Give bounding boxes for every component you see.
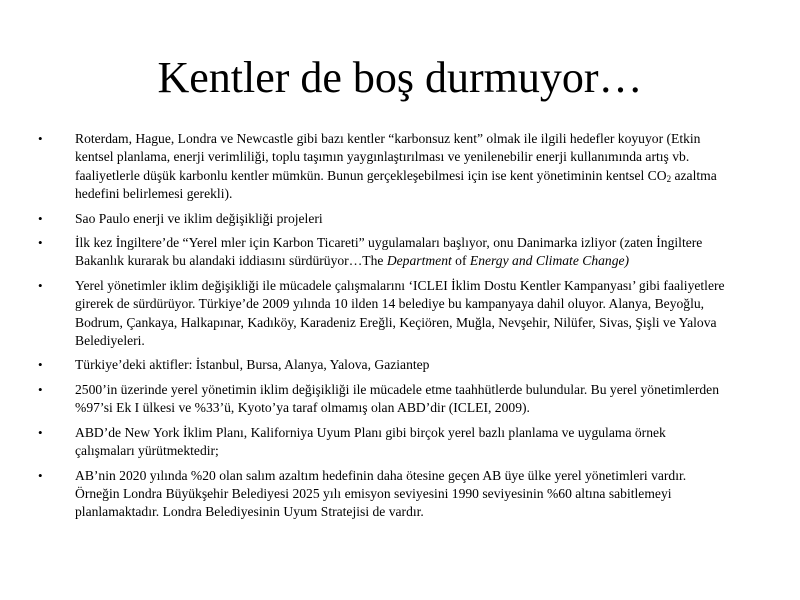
bullet-list (38, 130, 728, 528)
bullet-icon: • (38, 381, 43, 397)
bullet-text: ABD’de New York İklim Planı, Kaliforniya Uyum Planı gibi birçok yerel bazlı planlama ve uygulama örnek çalışmaları yürütmektedir; (75, 424, 666, 459)
slide-title: Kentler de boş durmuyor… (157, 53, 643, 102)
department-italic: Department (386, 253, 452, 269)
bullet-text (75, 235, 702, 268)
bullet-text-part: of (451, 253, 470, 269)
energy-climate-italic: Energy and Climate Change) (469, 253, 630, 269)
bullet-text: Yerel yönetimler iklim değişikliği ile mücadele çalışmalarını ‘ICLEI İklim Dostu Kentler Kampanyası’ gibi faaliyetlere girerek de sürdürüyor. Türkiye’de 2009 yılında 10 ilden 14 belediye bu kampanyaya dahil oluyor. Alanya, Beyoğlu, Bodrum, Çankaya, Halkapınar, Kadıköy, Karadeniz Ereğli, Keçiören, Muğla, Nevşehir, Nilüfer, Sivas, Şişli ve Yalova Belediyeleri. (75, 277, 725, 349)
bullet-icon: • (38, 424, 43, 440)
bullet-item-turkey-actives (38, 356, 728, 374)
bullet-text-part: İlk kez İngiltere’de “Yerel mler için Karbon Ticareti” uygulamaları başlıyor, onu Danimarka izliyor (zaten İngiltere Bakanlık kurarak bu alandaki iddiasını sürdürüyor…The (75, 235, 703, 269)
bullet-text: Türkiye’deki aktifler: İstanbul, Bursa, Alanya, Yalova, Gaziantep (75, 357, 430, 373)
bullet-item-england-carbon-trading (38, 234, 728, 271)
bullet-icon: • (38, 277, 43, 293)
bullet-text: Sao Paulo enerji ve iklim değişikliği projeleri (75, 210, 323, 226)
bullet-text-part: Roterdam, Hague, Londra ve Newcastle gibi bazı kentler “karbonsuz kent” olmak ile ilgili hedefler koyuyor (Etkin kentsel planlama, enerji verimliliği, toplu taşımın yaygınlaştırılması ve yenilenebilir enerji kullanımında artış vb. faaliyetlerle düşük karbonlu kentler mümkün. Bunun gerçekleşebilmesi için ise kent yönetiminin kentsel CO (75, 131, 701, 183)
bullet-icon: • (38, 357, 43, 373)
bullet-text: AB’nin 2020 yılında %20 olan salım azaltım hedefinin daha ötesine geçen AB üye ülke yerel yönetimleri vardır. Örneğin Londra Büyükşehir Belediyesi 2025 yılı emisyon seviyesini 1990 seviyesinin %60 altına sabitlemeyi planlamaktadır. Londra Belediyesinin Uyum Stratejisi de vardır. (75, 467, 687, 520)
bullet-item-eu-targets (38, 467, 728, 522)
bullet-item-carbon-free-cities (38, 130, 728, 204)
bullet-item-iclei-campaign (38, 277, 728, 351)
bullet-icon: • (38, 235, 43, 251)
bullet-text (75, 131, 717, 201)
bullet-icon: • (38, 210, 43, 226)
bullet-text: 2500’in üzerinde yerel yönetimin iklim değişikliği ile mücadele etme taahhütlerde bulundular. Bu yerel yönetimlerden %97’si Ek I ülkesi ve %33’ü, Kyoto’ya taraf olmamış olan ABD’dir (ICLEI, 2009). (75, 381, 720, 416)
bullet-item-local-commitments (38, 381, 728, 418)
bullet-item-sao-paulo (38, 210, 728, 228)
co2-subscript: 2 (666, 173, 672, 184)
bullet-icon: • (38, 131, 43, 146)
bullet-item-usa-plans (38, 424, 728, 461)
bullet-text-part: azaltma hedefini belirlemesi gerekli). (75, 167, 717, 202)
bullet-icon: • (38, 467, 43, 483)
